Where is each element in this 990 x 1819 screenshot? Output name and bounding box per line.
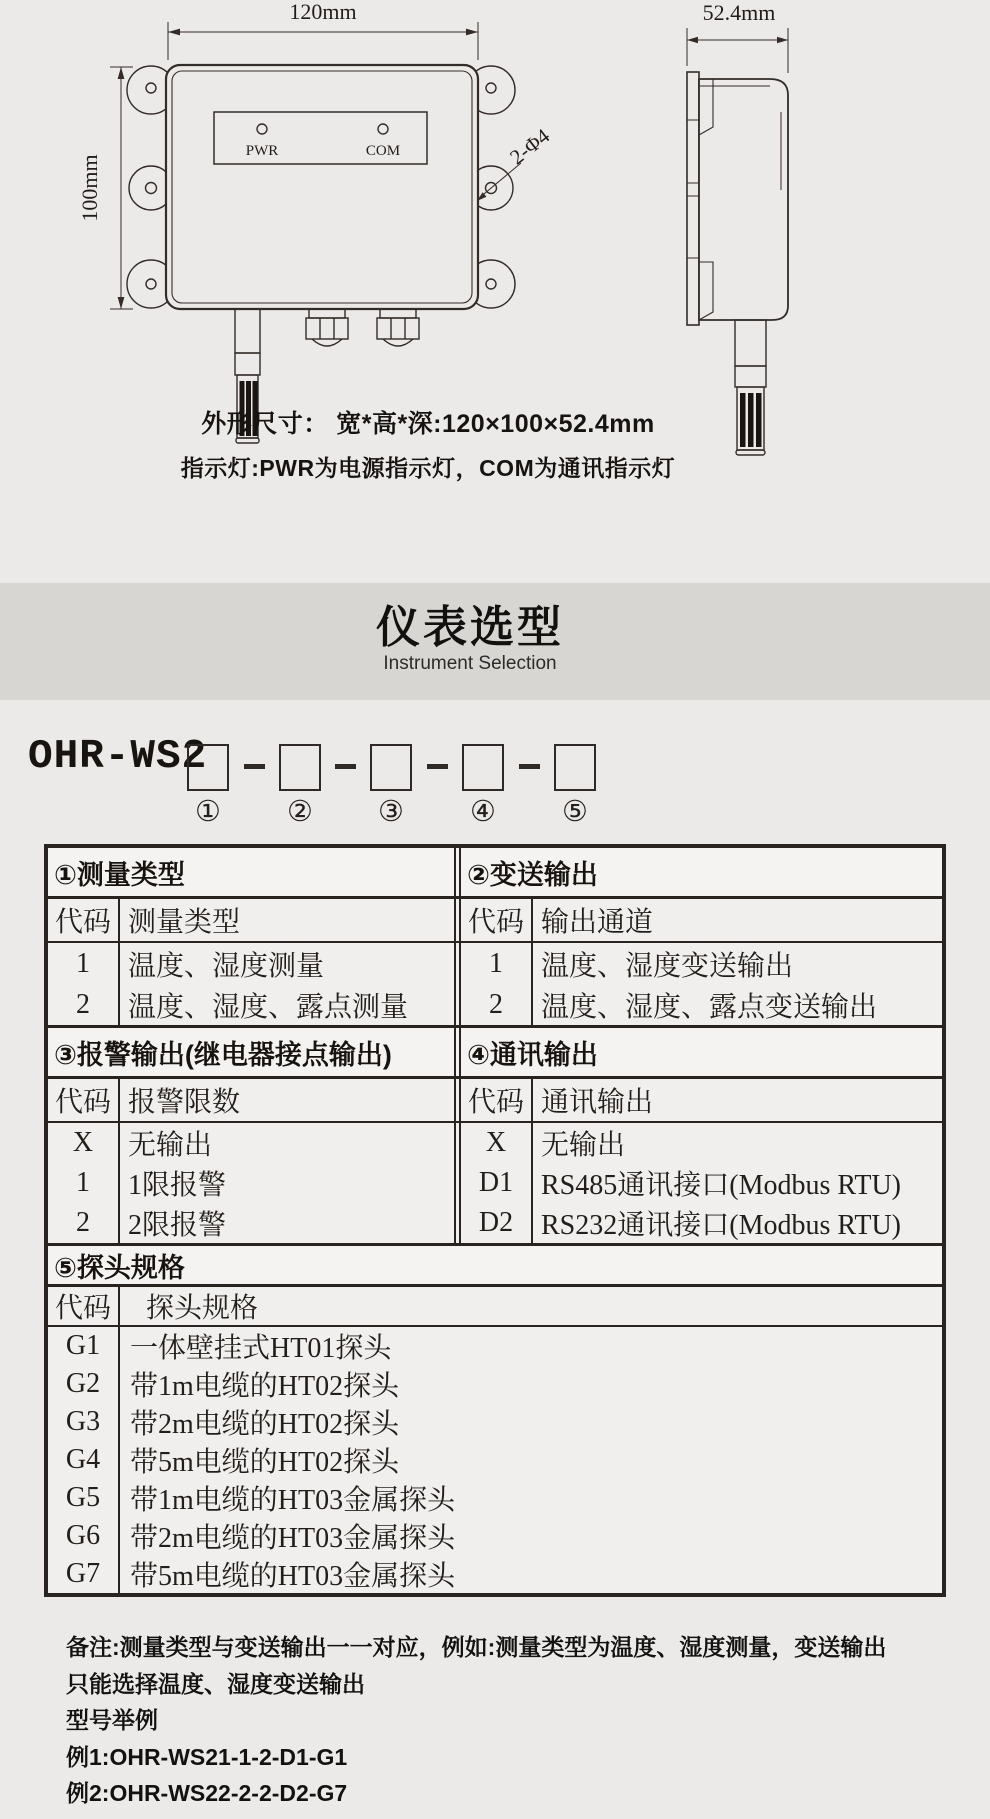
desc-cell: 温度、湿度测量	[120, 943, 461, 984]
height-dimension-label: 100mm	[77, 154, 102, 222]
code-cell: G2	[48, 1365, 120, 1403]
table-row	[48, 1517, 942, 1555]
table-row	[48, 1163, 942, 1203]
model-prefix: OHR-WS2	[28, 734, 208, 780]
desc-cell: 带5m电缆的HT02探头	[130, 1447, 400, 1478]
code-header: 代码	[48, 899, 120, 941]
code-cell: G6	[48, 1517, 120, 1555]
cable-gland	[377, 309, 419, 346]
desc-cell: 温度、湿度、露点变送输出	[541, 991, 878, 1023]
code-header: 代码	[48, 1079, 120, 1121]
section3-title: ③报警输出(继电器接点输出)	[48, 1028, 461, 1076]
subheader-row	[48, 1287, 942, 1327]
code-cell: G7	[48, 1555, 120, 1593]
desc-cell: 无输出	[120, 1123, 461, 1163]
table-row	[48, 1365, 942, 1403]
width-dimension	[168, 22, 478, 60]
desc-cell: 温度、湿度、露点测量	[120, 984, 461, 1025]
table-row	[48, 1327, 942, 1365]
subheader-row	[48, 899, 942, 943]
desc-cell: 2限报警	[120, 1203, 461, 1243]
code-cell: D2	[461, 1203, 533, 1243]
position-number-5: ⑤	[562, 794, 588, 828]
table-row	[48, 1479, 942, 1517]
table-row	[48, 943, 942, 984]
desc-cell: 1限报警	[120, 1163, 461, 1203]
depth-dimension	[687, 28, 788, 73]
subheader-row	[48, 1079, 942, 1123]
model-slot-1	[187, 744, 229, 791]
code-cell: G4	[48, 1441, 120, 1479]
note-line: 例2:OHR-WS22-2-2-D2-G7	[66, 1780, 348, 1806]
width-dimension-label: 120mm	[289, 0, 357, 24]
note-line: 型号举例	[66, 1707, 158, 1733]
code-header: 代码	[461, 899, 533, 941]
code-cell: 1	[461, 943, 533, 984]
desc-header: 输出通道	[541, 907, 654, 938]
note-line: 只能选择温度、湿度变送输出	[66, 1670, 365, 1697]
code-cell: 2	[461, 984, 533, 1025]
model-ordering-line	[0, 728, 990, 840]
indicator-note: 指示灯:PWR为电源指示灯，COM为通讯指示灯	[180, 455, 676, 481]
side-view	[687, 0, 788, 455]
section4-title: ④通讯输出	[467, 1039, 598, 1070]
hole-callout-label: 2-Φ4	[505, 123, 555, 170]
desc-cell: 带1m电缆的HT02探头	[130, 1371, 400, 1402]
desc-header: 报警限数	[120, 1079, 461, 1121]
table-row	[48, 1441, 942, 1479]
section-header-row	[48, 1246, 942, 1287]
com-label: COM	[365, 143, 401, 159]
model-dash	[335, 764, 356, 769]
code-cell: G3	[48, 1403, 120, 1441]
table-row	[48, 1555, 942, 1593]
pwr-label: PWR	[245, 143, 279, 159]
code-cell: G1	[48, 1327, 120, 1365]
desc-header: 通讯输出	[541, 1087, 654, 1118]
section1-title: ①测量类型	[48, 848, 461, 896]
desc-cell: 无输出	[541, 1130, 626, 1161]
desc-cell: 带2m电缆的HT02探头	[130, 1409, 400, 1440]
code-cell: X	[461, 1123, 533, 1163]
desc-cell: RS232通讯接口(Modbus RTU)	[541, 1210, 902, 1241]
model-dash	[427, 764, 448, 769]
desc-cell: RS485通讯接口(Modbus RTU)	[541, 1170, 902, 1201]
note-line: 备注:测量类型与变送输出一一对应，例如:测量类型为温度、湿度测量，变送输出	[66, 1634, 887, 1660]
code-cell: D1	[461, 1163, 533, 1203]
model-dash	[519, 764, 540, 769]
desc-cell: 带1m电缆的HT03金属探头	[130, 1485, 456, 1516]
code-header: 代码	[461, 1079, 533, 1121]
front-view	[77, 0, 555, 443]
position-number-1: ①	[195, 794, 221, 828]
position-number-3: ③	[378, 794, 404, 828]
note-line: 例1:OHR-WS21-1-2-D1-G1	[66, 1743, 348, 1770]
desc-header: 探头规格	[146, 1293, 259, 1324]
code-cell: X	[48, 1123, 120, 1163]
code-cell: G5	[48, 1479, 120, 1517]
position-number-4: ④	[470, 794, 496, 828]
table-row	[48, 1123, 942, 1163]
position-number-2: ②	[287, 794, 313, 828]
section-title: 仪表选型	[376, 603, 564, 652]
model-slot-4	[462, 744, 504, 791]
section2-title: ②变送输出	[467, 859, 598, 890]
desc-cell: 温度、湿度变送输出	[541, 950, 794, 982]
cable-gland	[306, 309, 348, 346]
desc-cell: 带2m电缆的HT03金属探头	[130, 1523, 456, 1554]
section5-title: ⑤探头规格	[54, 1252, 185, 1283]
table-row	[48, 1203, 942, 1246]
desc-header: 测量类型	[120, 899, 461, 941]
table-row	[48, 984, 942, 1028]
outline-size-note: 外形尺寸： 宽*高*深:120×100×52.4mm	[201, 410, 655, 438]
code-cell: 1	[48, 1163, 120, 1203]
section-band	[0, 583, 990, 700]
selection-table	[44, 844, 946, 1597]
section-header-row	[48, 1028, 942, 1079]
desc-cell: 带5m电缆的HT03金属探头	[130, 1561, 456, 1592]
desc-cell: 一体壁挂式HT01探头	[130, 1333, 392, 1364]
depth-dimension-label: 52.4mm	[702, 0, 776, 25]
code-header: 代码	[48, 1287, 120, 1325]
footnotes	[66, 1629, 946, 1812]
code-cell: 2	[48, 1203, 120, 1243]
model-slot-5	[554, 744, 596, 791]
code-cell: 1	[48, 943, 120, 984]
model-dash	[244, 764, 265, 769]
section-header-row	[48, 848, 942, 899]
code-cell: 2	[48, 984, 120, 1025]
table-row	[48, 1403, 942, 1441]
model-slot-2	[279, 744, 321, 791]
section-subtitle: Instrument Selection	[383, 653, 557, 674]
model-slot-3	[370, 744, 412, 791]
